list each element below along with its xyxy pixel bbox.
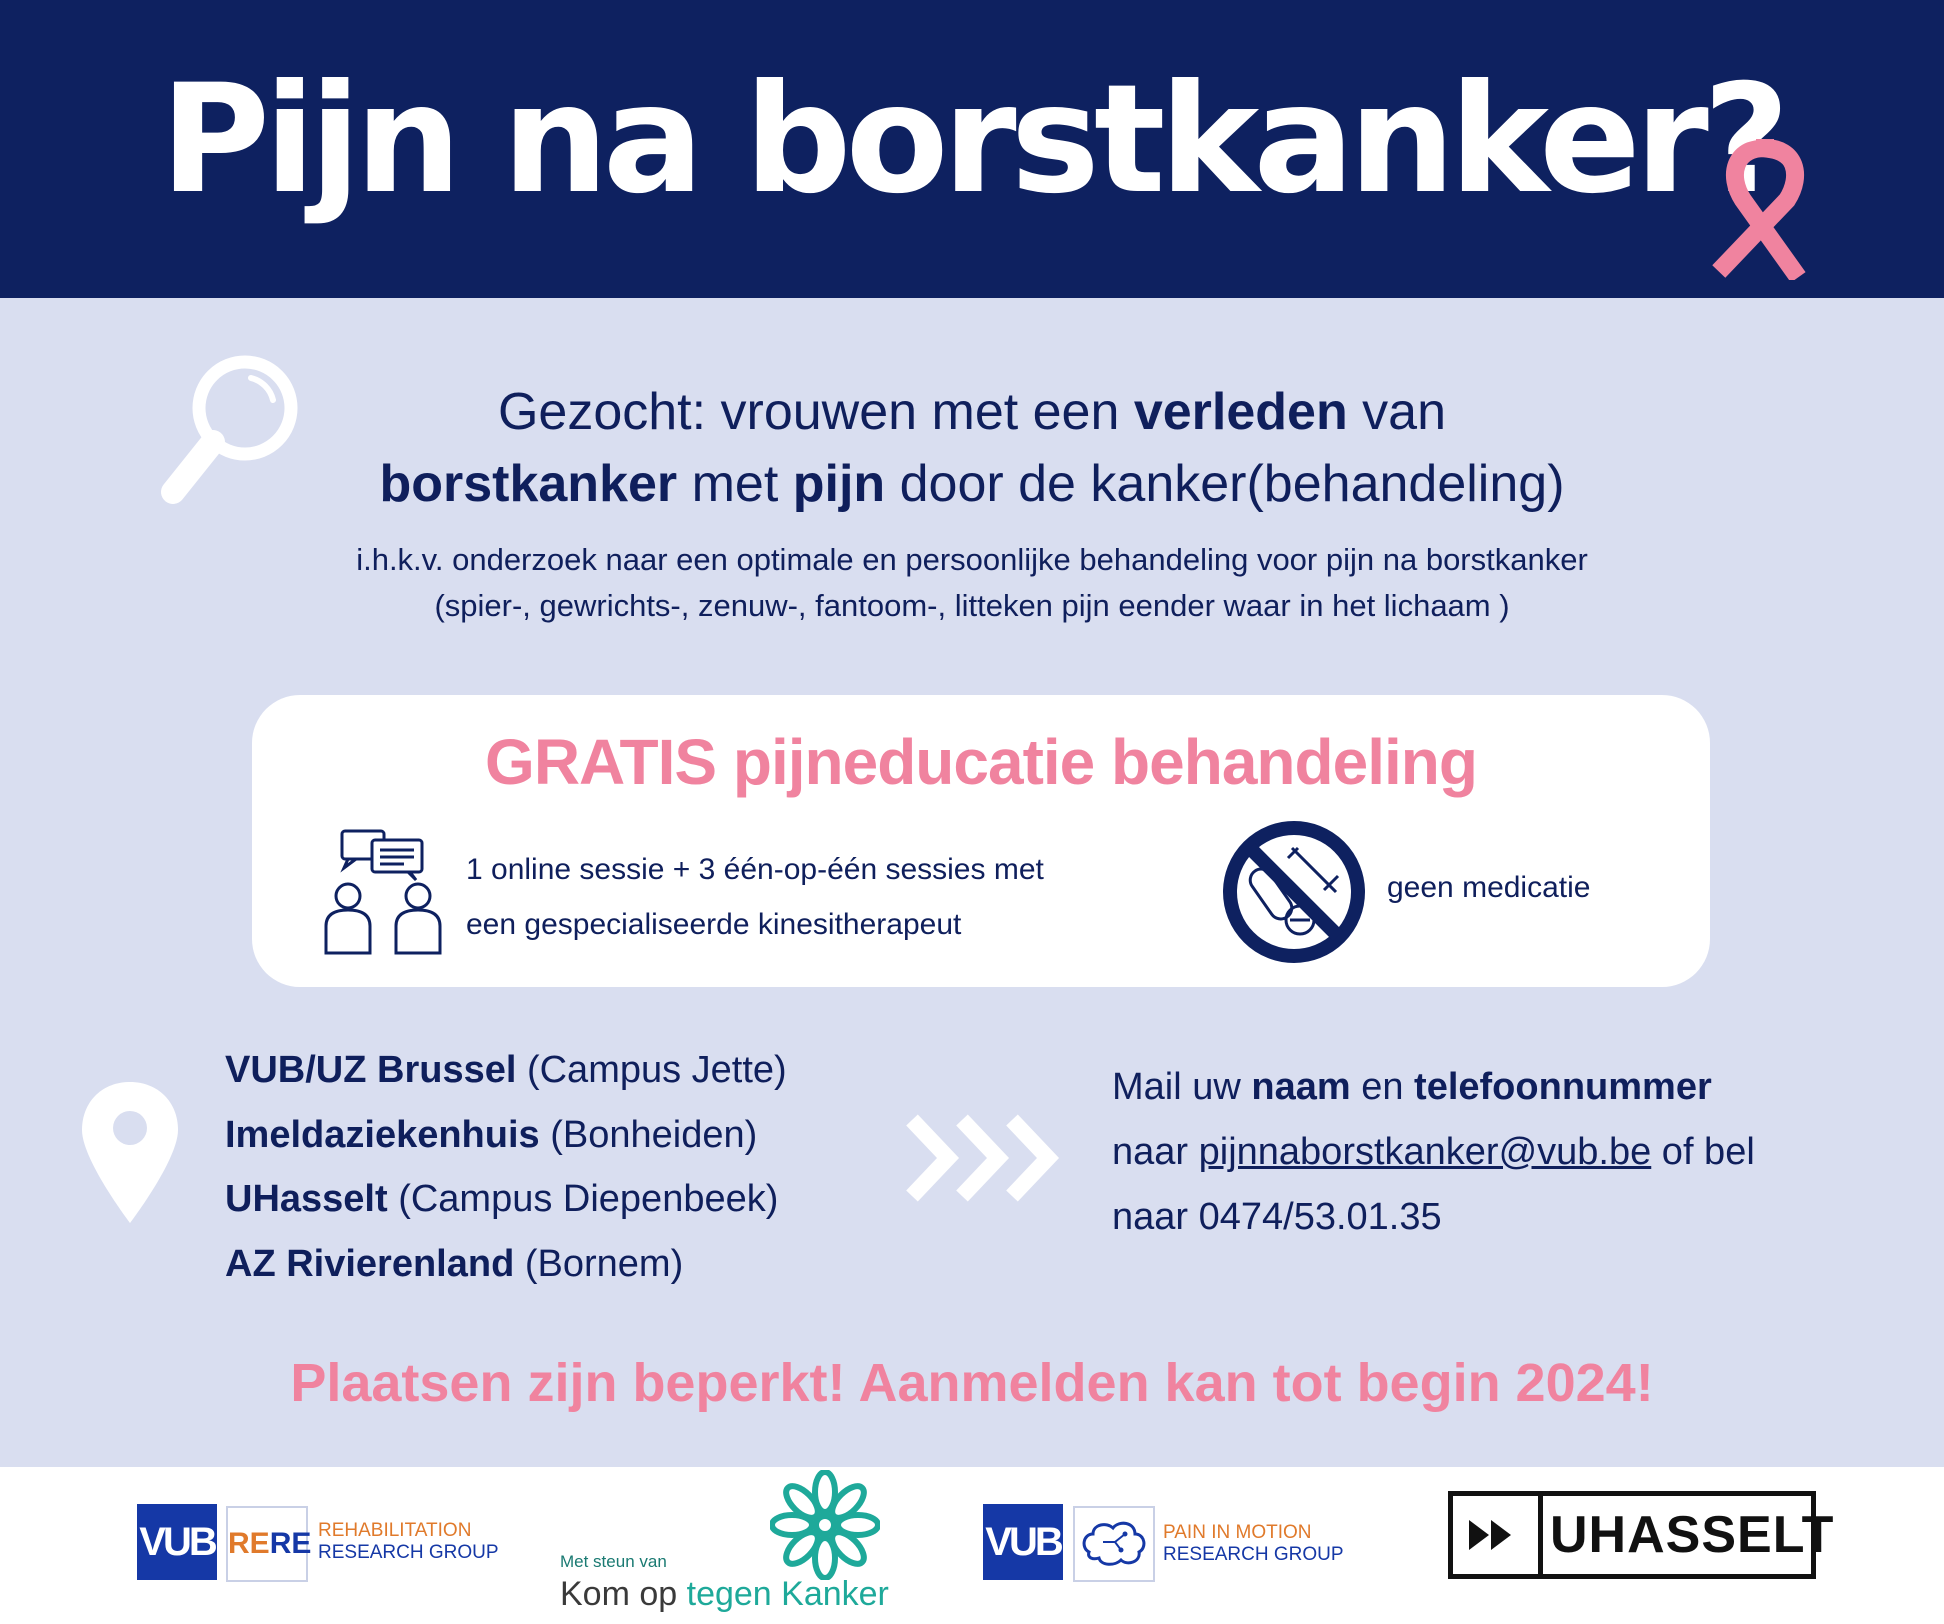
rehab-label-1: REHABILITATION bbox=[318, 1520, 472, 1541]
fast-forward-icon bbox=[1455, 1498, 1537, 1572]
intro-subtext-2: (spier-, gewrichts-, zenuw-, fantoom-, litteken pijn eender waar in het lichaam ) bbox=[434, 588, 1510, 623]
location-item: UHasselt (Campus Diepenbeek) bbox=[225, 1178, 779, 1220]
rere-logo: RERE bbox=[226, 1506, 308, 1582]
sessions-text-2: een gespecialiseerde kinesitherapeut bbox=[466, 908, 962, 941]
contact-line-3: naar 0474/53.01.35 bbox=[1112, 1196, 1442, 1238]
page-title: Pijn na borstkanker? bbox=[160, 53, 1784, 227]
conversation-people-icon bbox=[318, 828, 448, 958]
location-pin-icon bbox=[80, 1080, 180, 1225]
pim-label-2: RESEARCH GROUP bbox=[1163, 1544, 1344, 1565]
contact-line-2: naar pijnnaborstkanker@vub.be of bel bbox=[1112, 1131, 1755, 1173]
kom-op-tegen-kanker-logo: Kom op tegen Kanker bbox=[560, 1575, 889, 1613]
support-label: Met steun van bbox=[560, 1552, 667, 1571]
pim-label-1: PAIN IN MOTION bbox=[1163, 1522, 1312, 1543]
email-link[interactable]: pijnnaborstkanker@vub.be bbox=[1198, 1131, 1652, 1173]
location-item: Imeldaziekenhuis (Bonheiden) bbox=[225, 1114, 758, 1156]
chevrons-right-icon bbox=[900, 1108, 1070, 1208]
brain-circuit-icon bbox=[1073, 1506, 1155, 1582]
uhasselt-divider bbox=[1538, 1491, 1543, 1579]
uhasselt-label: UHASSELT bbox=[1550, 1506, 1835, 1564]
offer-title: GRATIS pijneducatie behandeling bbox=[485, 726, 1477, 798]
contact-line-1: Mail uw naam en telefoonnummer bbox=[1112, 1066, 1712, 1108]
rehab-label-2: RESEARCH GROUP bbox=[318, 1542, 499, 1563]
flower-icon bbox=[770, 1470, 880, 1580]
intro-subtext-1: i.h.k.v. onderzoek naar een optimale en persoonlijke behandeling voor pijn na borstkanker bbox=[356, 542, 1588, 577]
vub-logo: VUB bbox=[137, 1504, 217, 1580]
sessions-text-1: 1 online sessie + 3 één-op-één sessies met bbox=[466, 853, 1044, 886]
location-item: VUB/UZ Brussel (Campus Jette) bbox=[225, 1049, 787, 1091]
location-item: AZ Rivierenland (Bornem) bbox=[225, 1243, 684, 1285]
no-medication-icon bbox=[1222, 820, 1367, 965]
call-to-action: Plaatsen zijn beperkt! Aanmelden kan tot begin 2024! bbox=[290, 1353, 1654, 1413]
intro-line-1: Gezocht: vrouwen met een verleden van bbox=[497, 383, 1447, 441]
pink-ribbon-icon bbox=[1705, 130, 1825, 280]
no-medication-text: geen medicatie bbox=[1387, 871, 1591, 904]
intro-line-2: borstkanker met pijn door de kanker(behandeling) bbox=[379, 455, 1565, 513]
vub-logo: VUB bbox=[983, 1504, 1063, 1580]
